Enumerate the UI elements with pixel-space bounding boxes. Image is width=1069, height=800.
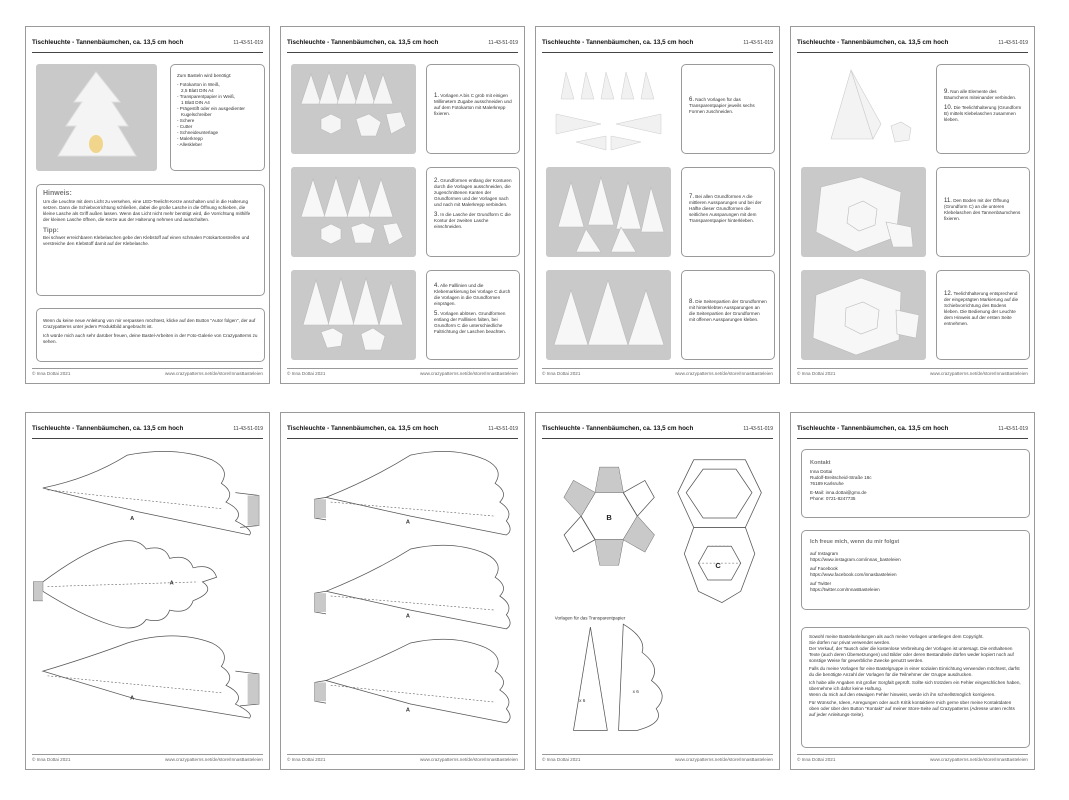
- article-code: 11-43-51-019: [998, 40, 1028, 46]
- step-number: 1.: [434, 93, 440, 99]
- footer-url: www.crazypatterns.net/de/store/InnasBasteleien: [164, 371, 263, 376]
- footer-author: © Inna Dottai 2021: [32, 757, 71, 762]
- material-item: Kugelschreiber: [181, 112, 212, 117]
- page-title: Tischleuchte - Tannenbäumchen, ca. 13,5 cm hoch: [32, 39, 184, 46]
- follow-text-2: Ich würde mich auch sehr darüber freuen, deine Bastel-Arbeiten in der Foto-Galerie von Crazypatterns zu sehen.: [43, 333, 258, 344]
- count-label: x 6: [632, 688, 639, 694]
- transparent-shapes-photo: [546, 64, 671, 154]
- materials-intro: Zum Basteln wird benötigt:: [177, 73, 232, 78]
- page-1: [25, 26, 270, 384]
- photo-step-8: [546, 270, 671, 360]
- step-number: 9.: [944, 89, 950, 95]
- contact-line: 76189 Karlsruhe: [810, 481, 844, 486]
- material-item: 1 Blatt DIN A4: [181, 100, 210, 105]
- page-title: Tischleuchte - Tannenbäumchen, ca. 13,5 cm hoch: [287, 425, 439, 432]
- contact-line: Inna Dottai: [810, 469, 833, 474]
- copyright-line: Der Verkauf, der Tausch oder die kostenlose Verbreitung der Vorlagen ist untersagt. Die enthaltenen Texte (auch deren Übersetzungen) und Bilder oder deren Bestandteile dürfen weder kopiert noch auf sonstige Weise für gewerbliche Zwecke genutzt werden.: [809, 646, 1014, 663]
- contact-phone: Phone: 0721-8247735: [810, 496, 856, 501]
- cut-shapes-photo: [291, 167, 416, 257]
- transparent-templates-label: Vorlagen für das Transparentpapier: [554, 615, 626, 621]
- tip-title: Tipp:: [43, 227, 59, 234]
- copyright-line: Für Wünsche, Ideen, Anregungen oder auch Kritik kontaktiere mich gerne über meine Kontaktdaten oben oder über den Button "Kontakt" auf meiner Store-Seite auf Crazypatterns (Adresse unten rechts auf jeder Anleitungs-Seite).: [809, 700, 1015, 717]
- article-code: 11-43-51-019: [488, 426, 518, 432]
- step-box-1: [426, 64, 520, 154]
- page-7: [535, 412, 780, 770]
- step-text: Nach Vorlagen für das Transparentpapier jeweils sechs Formen zuschneiden.: [689, 97, 755, 114]
- materials-list: [177, 82, 258, 148]
- footer-author: © Inna Dottai 2021: [287, 757, 326, 762]
- facebook-link[interactable]: https://www.facebook.com/innasbasteleien: [810, 572, 897, 577]
- page-3: [535, 26, 780, 384]
- step-text: Nun alle Elemente des Bäumchens miteinander verbinden.: [944, 89, 1017, 100]
- footer-author: © Inna Dottai 2021: [32, 371, 71, 376]
- step-number: 11.: [944, 198, 952, 204]
- tip-text: Bei schwer erreichbaren Klebelaschen gebe den Klebstoff auf einen schmalen Fotokartonstreifen und verstreiche den Klebstoff damit auf der Klebelasche.: [43, 235, 250, 246]
- count-label: x 6: [579, 698, 586, 704]
- step-box-8: [681, 270, 775, 360]
- photo-step-6: [546, 64, 671, 154]
- article-code: 11-43-51-019: [998, 426, 1028, 432]
- material-item: - Prägestift oder ein ausgedienter: [177, 106, 245, 111]
- photo-step-12: [801, 270, 926, 360]
- step-box-9: [936, 64, 1030, 154]
- page-header: [542, 39, 773, 53]
- page-6: [280, 412, 525, 770]
- material-item: - Malerkrepp: [177, 136, 203, 141]
- label-a: A: [405, 519, 410, 526]
- footer-url: www.crazypatterns.net/de/store/InnasBasteleien: [674, 371, 773, 376]
- page-header: [287, 39, 518, 53]
- material-item: 2,5 Blatt DIN A4: [181, 88, 214, 93]
- contact-box: [801, 449, 1030, 518]
- article-code: 11-43-51-019: [743, 40, 773, 46]
- footer-author: © Inna Dottai 2021: [287, 371, 326, 376]
- step-number: 2.: [434, 178, 440, 184]
- page-title: Tischleuchte - Tannenbäumchen, ca. 13,5 cm hoch: [287, 39, 439, 46]
- material-item: - Transparentpapier in Weiß,: [177, 94, 236, 99]
- step-number: 10.: [944, 105, 953, 111]
- copyright-line: Sie dürfen nur privat verwendet werden.: [809, 640, 891, 645]
- label-c: C: [715, 560, 721, 570]
- step-box-6: [681, 64, 775, 154]
- material-item: - Alleskleber: [177, 142, 203, 147]
- follow-box: [36, 308, 265, 362]
- page-2: [280, 26, 525, 384]
- step-box-12: [936, 270, 1030, 360]
- assembled-tree-photo: [801, 64, 926, 154]
- page-footer: [797, 754, 1028, 763]
- footer-url: www.crazypatterns.net/de/store/InnasBasteleien: [419, 757, 518, 762]
- step-number: 8.: [689, 299, 695, 305]
- material-item: - Cutter: [177, 124, 193, 129]
- materials-box: [170, 64, 265, 171]
- step-text: Alle Falllinien und die Klebemarkierung bei Vorlage C durch die Vorlagen in die Grundformen einprägen.: [434, 283, 511, 306]
- step-number: 5.: [434, 311, 440, 317]
- footer-url: www.crazypatterns.net/de/store/InnasBasteleien: [419, 371, 518, 376]
- follow-title: Ich freue mich, wenn du mir folgst: [810, 539, 900, 545]
- photo-step-3: [291, 270, 416, 360]
- page-footer: [32, 754, 263, 763]
- page-5: [25, 412, 270, 770]
- contact-line: Rudolf-Breitscheid-Straße 18c: [810, 475, 872, 480]
- footer-url: www.crazypatterns.net/de/store/InnasBasteleien: [164, 757, 263, 762]
- footer-author: © Inna Dottai 2021: [542, 371, 581, 376]
- label-a: A: [130, 515, 135, 522]
- label-a: A: [405, 707, 410, 714]
- step-box-3: [426, 270, 520, 360]
- glued-shapes-photo: [546, 167, 671, 257]
- social-label: auf Twitter: [810, 581, 832, 586]
- step-text: Den Boden mit der Öffnung (Grundform C) an die unteren Klebelaschen des Tannenbäumchens fixieren.: [944, 198, 1021, 221]
- contact-email[interactable]: E-Mail: inna.dottai@gmx.de: [810, 490, 867, 495]
- social-label: auf Facebook: [810, 566, 838, 571]
- step-text: Teelichthalterung entsprechend der eingeprägten Markierung auf die Schiebvorrichtung des Bodens kleben. Die Bedienung der Leuchte dem Hinweis auf der ersten Seite entnehmen.: [944, 291, 1019, 326]
- footer-url: www.crazypatterns.net/de/store/InnasBasteleien: [674, 757, 773, 762]
- social-label: auf Instagram: [810, 551, 839, 556]
- step-text: Bei allen Grundformen A die mittleren Aussparungen und bei der Hälfte dieser Grundformen die seitlichen Aussparungen mit dem Transparentpapier hinterkleben.: [689, 194, 762, 223]
- joined-shapes-photo: [546, 270, 671, 360]
- instagram-link[interactable]: https://www.instagram.com/innas_basteleien: [810, 557, 901, 562]
- article-code: 11-43-51-019: [488, 40, 518, 46]
- folded-shapes-photo: [291, 270, 416, 360]
- copyright-line: Sowohl meine Bastelanleitungen als auch meine Vorlagen unterliegen dem Copyright.: [809, 634, 984, 639]
- step-number: 12.: [944, 291, 953, 297]
- page-header: [287, 425, 518, 439]
- photo-step-9: [801, 64, 926, 154]
- page-header: [32, 39, 263, 53]
- footer-author: © Inna Dottai 2021: [542, 757, 581, 762]
- hint-box: [36, 184, 265, 296]
- label-b: B: [606, 512, 612, 522]
- hint-title: Hinweis:: [43, 190, 72, 197]
- tree-lamp-photo: [36, 64, 157, 171]
- page-title: Tischleuchte - Tannenbäumchen, ca. 13,5 cm hoch: [32, 425, 184, 432]
- photo-step-11: [801, 167, 926, 257]
- tealight-holder-photo: [801, 270, 926, 360]
- copyright-line: Ich habe alle Angaben mit großer Sorgfalt geprüft. Sollte sich trotzdem ein Fehler eingeschlichen haben, übernehme ich dafür keine Haftung.: [809, 680, 1021, 691]
- article-code: 11-43-51-019: [233, 40, 263, 46]
- follow-text-1: Wenn du keine neue Anleitung von mir verpassen möchtest, klicke auf den Button "Autor folgen", der auf Crazypatterns unter jedem Produktbild angebracht ist.: [43, 318, 256, 329]
- step-text: Die Seitenpartien der Grundformen mit hinterklebten Aussparungen an die Seitenpartien der Grundformen mit offenen Aussparungen kleben.: [689, 299, 767, 322]
- copyright-line: Falls du meine Vorlagen für eine Bastelgruppe in einer sozialen Einrichtung verwenden möchtest, darfst du die benötigte Anzahl der Vorlagen für die Teilnehmer der Gruppe ausdrucken.: [809, 666, 1020, 677]
- twitter-link[interactable]: https://twitter.com/InnasBasteleien: [810, 587, 880, 592]
- label-a: A: [130, 695, 135, 702]
- tree-bottom-photo: [801, 167, 926, 257]
- step-number: 3.: [434, 212, 440, 218]
- step-box-7: [681, 167, 775, 257]
- step-text: Vorlagen A bis C grob mit einigen Millimetern Zugabe ausschneiden und auf dem Fotokarton mit Malerkrepp fixieren.: [434, 93, 512, 116]
- step-number: 7.: [689, 194, 695, 200]
- page-header: [542, 425, 773, 439]
- step-number: 6.: [689, 97, 695, 103]
- footer-author: © Inna Dottai 2021: [797, 371, 836, 376]
- page-header: [797, 425, 1028, 439]
- social-box: [801, 530, 1030, 610]
- template-b-c-sheet: [536, 441, 781, 751]
- page-footer: [287, 754, 518, 763]
- page-header: [32, 425, 263, 439]
- footer-author: © Inna Dottai 2021: [797, 757, 836, 762]
- step-text: In die Lasche der Grundform C die Kontur der zweiten Lasche einschneiden.: [434, 212, 511, 229]
- photo-step-7: [546, 167, 671, 257]
- footer-url: www.crazypatterns.net/de/store/InnasBasteleien: [929, 757, 1028, 762]
- template-a-sheet: [281, 441, 526, 751]
- step-box-2: [426, 167, 520, 257]
- page-footer: [542, 368, 773, 377]
- page-title: Tischleuchte - Tannenbäumchen, ca. 13,5 cm hoch: [542, 425, 694, 432]
- material-item: - Schere: [177, 118, 195, 123]
- page-footer: [797, 368, 1028, 377]
- step-text: Die Teelichthalterung (Grundform B) mittels Klebelaschen zusammen kleben.: [944, 105, 1022, 122]
- page-footer: [542, 754, 773, 763]
- step-text: Grundformen entlang der Konturen durch die Vorlagen ausschneiden, die zugeschnittenen Kanten der Grundformen und der Vorlagen nach und nach mit Malerkrepp verbinden.: [434, 178, 512, 207]
- material-item: - Schneideunterlage: [177, 130, 219, 135]
- page-title: Tischleuchte - Tannenbäumchen, ca. 13,5 cm hoch: [542, 39, 694, 46]
- hint-text: Um die Leuchte mit dem Licht zu versehen, eine LED-Teelicht-Kerze anschalten und in die Halterung setzen. Dann die Schiebvorrichtung schließen, dabei die große Lasche in die Öffnung schieben, die kleine Lasche als Griff außen lassen. Wenn das Licht nicht mehr benötigt wird, die Vorrichtung mithilfe der kleinen Lasche öffnen, die Kerze aus der Halterung nehmen und ausschalten.: [43, 199, 251, 222]
- page-footer: [287, 368, 518, 377]
- page-footer: [32, 368, 263, 377]
- template-a-sheet: [26, 441, 271, 751]
- step-box-11: [936, 167, 1030, 257]
- photo-lamp: [36, 64, 157, 171]
- contact-title: Kontakt: [810, 460, 831, 466]
- photo-step-2: [291, 167, 416, 257]
- page-8: [790, 412, 1035, 770]
- page-title: Tischleuchte - Tannenbäumchen, ca. 13,5 cm hoch: [797, 425, 949, 432]
- step-number: 4.: [434, 283, 440, 289]
- article-code: 11-43-51-019: [233, 426, 263, 432]
- material-item: - Fotokarton in Weiß,: [177, 82, 220, 87]
- copyright-line: Wenn du mich auf den etwaigen Fehler hinweist, werde ich ihn schnellstmöglich korrigieren.: [809, 692, 996, 697]
- page-header: [797, 39, 1028, 53]
- label-a: A: [405, 613, 410, 620]
- photo-step-1: [291, 64, 416, 154]
- cut-templates-photo: [291, 64, 416, 154]
- footer-url: www.crazypatterns.net/de/store/InnasBasteleien: [929, 371, 1028, 376]
- page-title: Tischleuchte - Tannenbäumchen, ca. 13,5 cm hoch: [797, 39, 949, 46]
- step-text: Vorlagen ablösen. Grundformen entlang der Falllinien falten, bei Grundform C die unterschiedliche Faltrichtung der Laschen beachten.: [434, 311, 507, 334]
- article-code: 11-43-51-019: [743, 426, 773, 432]
- label-a: A: [169, 580, 174, 587]
- copyright-box: [801, 627, 1030, 748]
- page-4: [790, 26, 1035, 384]
